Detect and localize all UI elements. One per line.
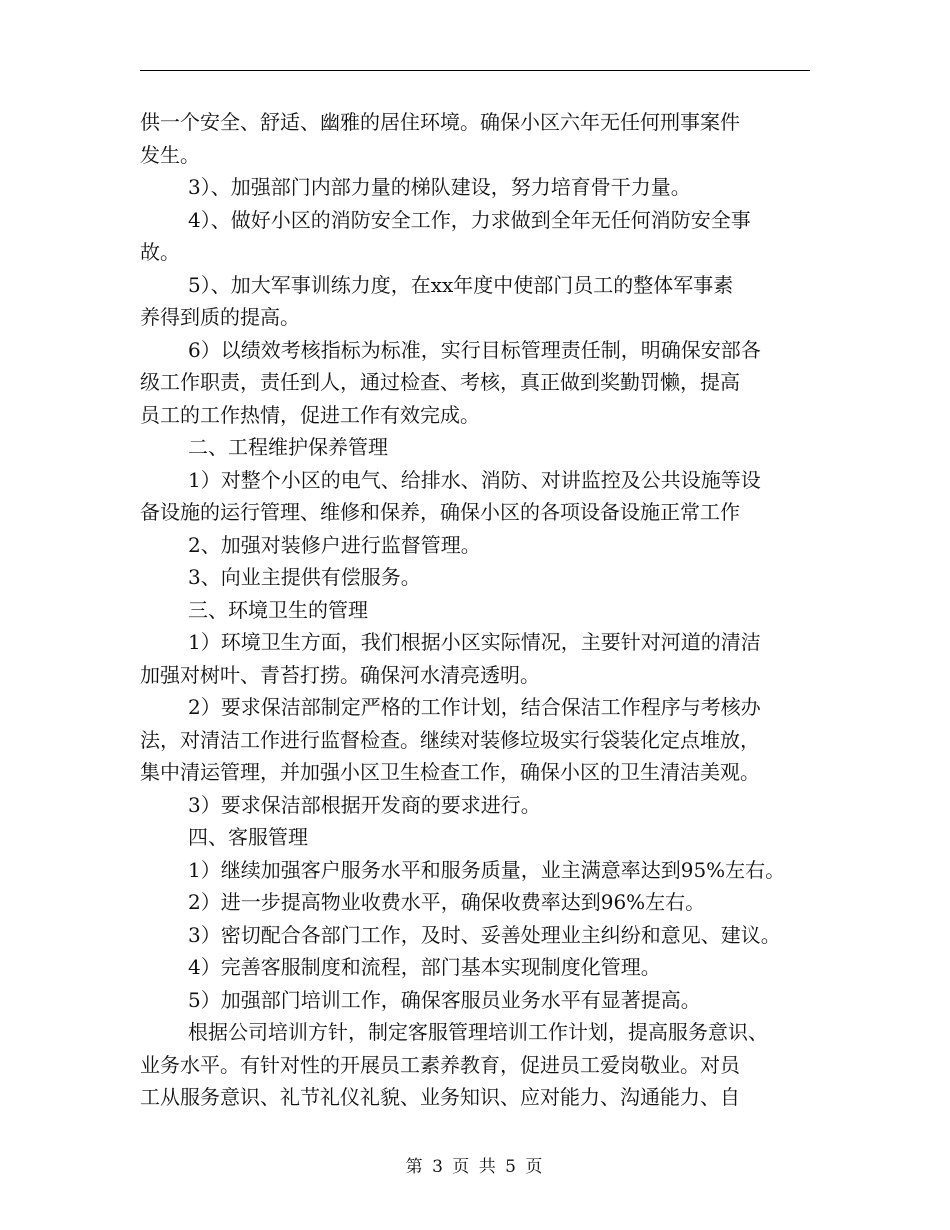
- text-line: 3、向业主提供有偿服务。: [188, 565, 421, 589]
- text-line: 3）、加强部门内部力量的梯队建设，努力培育骨干力量。: [188, 175, 691, 199]
- document-body: [140, 106, 820, 1114]
- text-line: 4）完善客服制度和流程，部门基本实现制度化管理。: [188, 955, 661, 979]
- text-line: 1）继续加强客户服务水平和服务质量，业主满意率达到95%左右。: [188, 857, 786, 882]
- text-line: 5）加强部门培训工作，确保客服员业务水平有显著提高。: [188, 987, 701, 1012]
- text-line: 1）对整个小区的电气、给排水、消防、对讲监控及公共设施等设: [188, 467, 761, 492]
- text-line: 2、加强对装修户进行监督管理。: [188, 532, 481, 557]
- text-line: 四、客服管理: [188, 825, 308, 849]
- text-line: 发生。: [140, 142, 200, 167]
- text-line: 2）要求保洁部制定严格的工作计划，结合保洁工作程序与考核办: [188, 695, 761, 719]
- text-line: 业务水平。有针对性的开展员工素养教育，促进员工爱岗敬业。对员: [140, 1052, 740, 1077]
- page-footer: 第 3 页 共 5 页: [405, 1157, 545, 1177]
- text-line: 2）进一步提高物业收费水平，确保收费率达到96%左右。: [188, 890, 706, 914]
- text-line: 养得到质的提高。: [140, 305, 300, 329]
- text-line: 3）要求保洁部根据开发商的要求进行。: [188, 792, 541, 817]
- text-line: 工从服务意识、礼节礼仪礼貌、业务知识、应对能力、沟通能力、自: [140, 1085, 740, 1109]
- text-line: 供一个安全、舒适、幽雅的居住环境。确保小区六年无任何刑事案件: [140, 110, 740, 134]
- text-line: 备设施的运行管理、维修和保养，确保小区的各项设备设施正常工作: [140, 500, 740, 524]
- text-line: 5）、加大军事训练力度，在xx年度中使部门员工的整体军事素: [188, 272, 734, 297]
- text-line: 1）环境卫生方面，我们根据小区实际情况，主要针对河道的清洁: [188, 630, 761, 654]
- text-line: 集中清运管理，并加强小区卫生检查工作，确保小区的卫生清洁美观。: [140, 760, 760, 784]
- header-rule: [140, 70, 810, 71]
- text-line: 4）、做好小区的消防安全工作，力求做到全年无任何消防安全事: [188, 207, 751, 232]
- text-line: 3）密切配合各部门工作，及时、妥善处理业主纠纷和意见、建议。: [188, 922, 781, 947]
- text-line: 故。: [140, 240, 180, 264]
- text-line: 加强对树叶、青苔打捞。确保河水清亮透明。: [140, 662, 540, 687]
- text-line: 6）以绩效考核指标为标准，实行目标管理责任制，明确保安部各: [188, 337, 761, 362]
- text-line: 根据公司培训方针，制定客服管理培训工作计划，提高服务意识、: [188, 1020, 768, 1044]
- text-line: 三、环境卫生的管理: [188, 597, 368, 622]
- text-line: 二、工程维护保养管理: [188, 435, 388, 459]
- text-line: 法，对清洁工作进行监督检查。继续对装修垃圾实行袋装化定点堆放，: [140, 727, 760, 752]
- text-line: 员工的工作热情，促进工作有效完成。: [140, 402, 480, 427]
- text-line: 级工作职责，责任到人，通过检查、考核，真正做到奖勤罚懒，提高: [140, 370, 740, 394]
